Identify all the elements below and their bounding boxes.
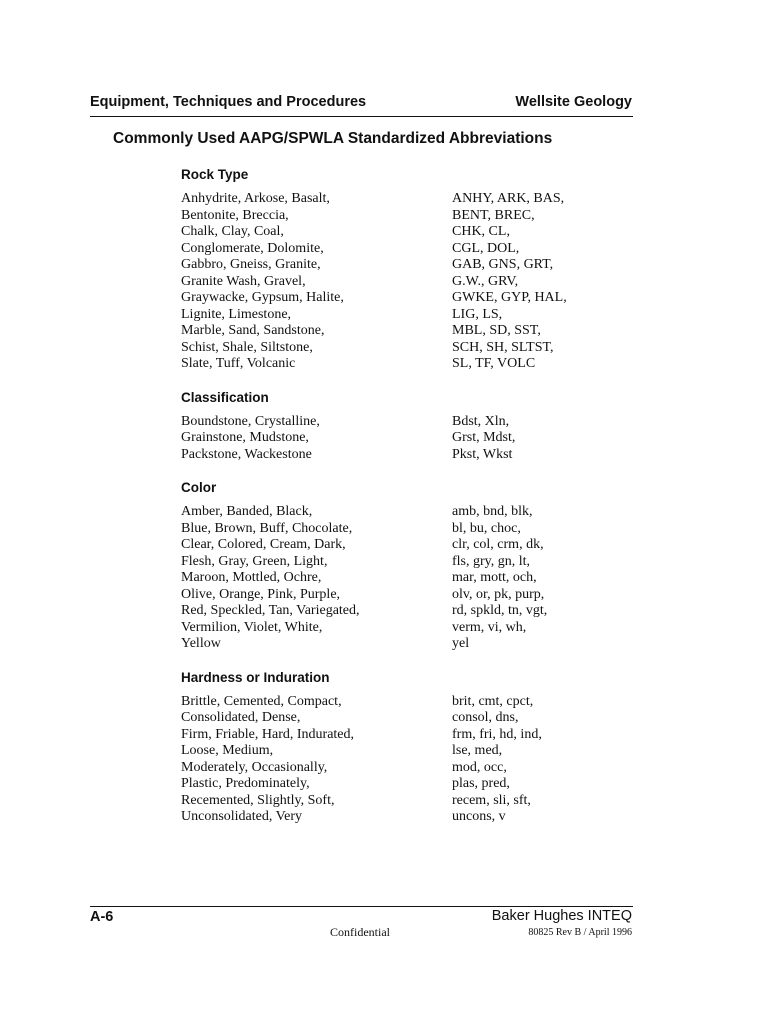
abbreviation-row <box>181 274 641 291</box>
confidential-label: Confidential <box>330 925 390 939</box>
abbreviation-row <box>181 743 641 760</box>
abbreviation-row <box>181 323 641 340</box>
abbreviation-row <box>181 809 641 826</box>
abbreviation-row <box>181 793 641 810</box>
abbreviation-text: Pkst, Wkst <box>452 446 513 462</box>
document-revision: 80825 Rev B / April 1996 <box>528 927 632 938</box>
term-text: Unconsolidated, Very <box>181 809 303 824</box>
abbreviation-row <box>181 636 641 653</box>
abbreviation-text: SCH, SH, SLTST, <box>452 339 554 355</box>
abbreviation-row <box>181 554 641 571</box>
abbreviation-text: Bdst, Xln, <box>452 413 510 429</box>
abbreviation-text: MBL, SD, SST, <box>452 323 541 338</box>
abbreviation-row <box>181 447 641 464</box>
abbreviation-text: olv, or, pk, purp, <box>452 586 545 602</box>
term-text: Packstone, Wackestone <box>181 446 312 462</box>
abbreviation-text: verm, vi, wh, <box>452 619 527 635</box>
term-text: Vermilion, Violet, White, <box>181 619 323 635</box>
abbreviation-text: brit, cmt, cpct, <box>452 693 534 709</box>
company-name: Baker Hughes INTEQ <box>491 908 632 924</box>
abbreviation-row <box>181 414 641 431</box>
abbreviation-text: mar, mott, och, <box>452 570 537 585</box>
term-text: Gabbro, Gneiss, Granite, <box>181 257 321 272</box>
section-heading: Color <box>181 480 217 495</box>
abbreviation-text: clr, col, crm, dk, <box>452 537 544 552</box>
term-text: Olive, Orange, Pink, Purple, <box>181 586 341 602</box>
abbreviation-row <box>181 587 641 604</box>
term-text: Anhydrite, Arkose, Basalt, <box>181 191 330 206</box>
term-text: Grainstone, Mudstone, <box>181 430 309 445</box>
term-text: Clear, Colored, Cream, Dark, <box>181 537 346 552</box>
footer-rule <box>90 906 633 907</box>
section-rows <box>181 504 641 653</box>
header-section-title: Equipment, Techniques and Procedures <box>90 94 367 110</box>
abbreviation-text: CGL, DOL, <box>452 240 520 256</box>
abbreviation-row <box>181 208 641 225</box>
abbreviation-row <box>181 710 641 727</box>
abbreviation-row <box>181 191 641 208</box>
abbreviation-text: CHK, CL, <box>452 224 510 239</box>
term-text: Moderately, Occasionally, <box>181 759 328 775</box>
abbreviation-row <box>181 290 641 307</box>
header-book-title: Wellsite Geology <box>515 94 632 110</box>
term-text: Schist, Shale, Siltstone, <box>181 339 313 355</box>
abbreviation-text: amb, bnd, blk, <box>452 504 533 519</box>
abbreviation-row <box>181 537 641 554</box>
term-text: Chalk, Clay, Coal, <box>181 224 284 239</box>
abbreviation-row <box>181 694 641 711</box>
term-text: Brittle, Cemented, Compact, <box>181 693 342 709</box>
term-text: Firm, Friable, Hard, Indurated, <box>181 726 355 742</box>
abbreviation-row <box>181 224 641 241</box>
abbreviation-text: Grst, Mdst, <box>452 430 516 445</box>
abbreviation-row <box>181 430 641 447</box>
section-rows <box>181 414 641 464</box>
page-title: Commonly Used AAPG/SPWLA Standardized Abbreviations <box>113 130 553 147</box>
abbreviation-row <box>181 356 641 373</box>
term-text: Plastic, Predominately, <box>181 776 310 791</box>
abbreviation-text: consol, dns, <box>452 710 519 725</box>
term-text: Red, Speckled, Tan, Variegated, <box>181 603 360 618</box>
abbreviation-row <box>181 307 641 324</box>
abbreviation-text: mod, occ, <box>452 759 507 775</box>
term-text: Amber, Banded, Black, <box>181 504 313 519</box>
abbreviation-text: bl, bu, choc, <box>452 520 521 536</box>
abbreviation-text: yel <box>452 636 470 651</box>
abbreviation-list <box>181 166 641 842</box>
term-text: Loose, Medium, <box>181 743 274 758</box>
term-text: Flesh, Gray, Green, Light, <box>181 553 328 569</box>
section-heading: Rock Type <box>181 167 249 182</box>
term-text: Maroon, Mottled, Ochre, <box>181 570 322 585</box>
section-rows <box>181 694 641 826</box>
section-rows <box>181 191 641 373</box>
term-text: Recemented, Slightly, Soft, <box>181 792 335 808</box>
abbreviation-row <box>181 521 641 538</box>
running-header <box>90 94 632 110</box>
header-rule <box>90 116 633 117</box>
abbreviation-row <box>181 760 641 777</box>
abbreviation-text: rd, spkld, tn, vgt, <box>452 603 548 618</box>
term-text: Yellow <box>181 636 221 651</box>
term-text: Consolidated, Dense, <box>181 710 301 725</box>
abbreviation-text: uncons, v <box>452 809 506 824</box>
abbreviation-row <box>181 727 641 744</box>
abbreviation-row <box>181 241 641 258</box>
term-text: Lignite, Limestone, <box>181 306 292 322</box>
abbreviation-text: GAB, GNS, GRT, <box>452 257 554 272</box>
abbreviation-row <box>181 257 641 274</box>
abbreviation-text: fls, gry, gn, lt, <box>452 553 531 569</box>
term-text: Conglomerate, Dolomite, <box>181 240 324 256</box>
term-text: Bentonite, Breccia, <box>181 207 289 223</box>
abbreviation-row <box>181 570 641 587</box>
abbreviation-row <box>181 504 641 521</box>
abbreviation-text: frm, fri, hd, ind, <box>452 726 542 742</box>
section-heading: Hardness or Induration <box>181 669 330 685</box>
abbreviation-text: GWKE, GYP, HAL, <box>452 290 567 305</box>
abbreviation-text: ANHY, ARK, BAS, <box>452 191 565 206</box>
section-heading: Classification <box>181 389 269 405</box>
abbreviation-row <box>181 340 641 357</box>
abbreviation-row <box>181 620 641 637</box>
page-number: A-6 <box>90 909 114 925</box>
term-text: Slate, Tuff, Volcanic <box>181 356 296 371</box>
abbreviation-text: plas, pred, <box>452 776 510 791</box>
term-text: Boundstone, Crystalline, <box>181 413 320 429</box>
term-text: Graywacke, Gypsum, Halite, <box>181 290 344 305</box>
abbreviation-text: recem, sli, sft, <box>452 792 531 808</box>
abbreviation-row <box>181 603 641 620</box>
term-text: Granite Wash, Gravel, <box>181 273 306 289</box>
term-text: Blue, Brown, Buff, Chocolate, <box>181 520 353 536</box>
term-text: Marble, Sand, Sandstone, <box>181 323 325 338</box>
abbreviation-text: G.W., GRV, <box>452 273 519 289</box>
abbreviation-text: LIG, LS, <box>452 306 503 322</box>
abbreviation-row <box>181 776 641 793</box>
abbreviation-text: lse, med, <box>452 743 503 758</box>
abbreviation-text: BENT, BREC, <box>452 207 535 223</box>
abbreviation-text: SL, TF, VOLC <box>452 356 536 371</box>
